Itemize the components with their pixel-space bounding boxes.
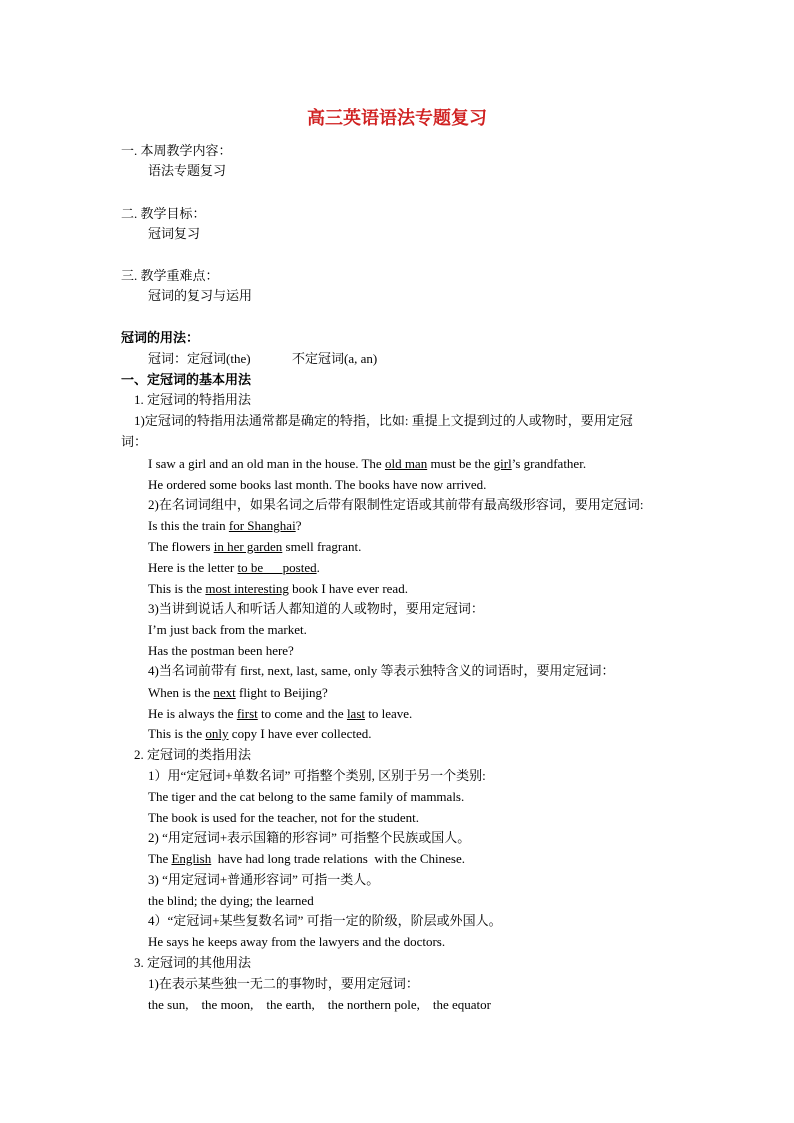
example-7: I’m just back from the market.: [148, 622, 307, 637]
part-1-heading: 一、定冠词的基本用法: [121, 372, 252, 387]
example-6: This is the most interesting book I have ever read.: [148, 581, 408, 596]
section-1-heading: 一. 本周教学内容：: [121, 143, 232, 158]
example-3: Is this the train for Shanghai?: [148, 518, 302, 533]
rule-3: 3)当讲到说话人和听话人都知道的人或物时，要用定冠词：: [148, 601, 484, 616]
rule-8: 4）“定冠词+某些复数名词” 可指一定的阶级，阶层或外国人。: [148, 913, 502, 928]
rule-5: 1）用“定冠词+单数名词” 可指整个类别, 区别于另一个类别:: [148, 768, 486, 783]
example-14: The English have had long trade relations with the Chinese.: [148, 851, 465, 866]
usage-heading: 冠词的用法：: [121, 330, 200, 345]
rule-4: 4)当名词前带有 first, next, last, same, only 等表示独特含义的词语时，要用定冠词：: [148, 663, 615, 678]
section-2-body: 冠词复习: [148, 226, 201, 241]
example-5: Here is the letter to be posted.: [148, 560, 320, 575]
example-13: The book is used for the teacher, not for the student.: [148, 810, 419, 825]
rule-9: 1)在表示某些独一无二的事物时，要用定冠词：: [148, 976, 419, 991]
subsection-1-heading: 1. 定冠词的特指用法: [134, 392, 252, 407]
example-15: the blind; the dying; the learned: [148, 893, 314, 908]
example-10: He is always the first to come and the last to leave.: [148, 706, 413, 721]
example-1: I saw a girl and an old man in the house. The old man must be the girl’s grandfather.: [148, 456, 587, 471]
example-2: He ordered some books last month. The books have now arrived.: [148, 477, 487, 492]
example-17: the sun, the moon, the earth, the northern pole, the equator: [148, 997, 491, 1012]
example-8: Has the postman been here?: [148, 643, 294, 658]
rule-7: 3) “用定冠词+普通形容词” 可指一类人。: [148, 872, 380, 887]
usage-definite: 冠词：定冠词(the): [148, 351, 251, 366]
rule-1-line-b: 词：: [121, 434, 148, 449]
rule-2: 2)在名词词组中，如果名词之后带有限制性定语或其前带有最高级形容词，要用定冠词:: [148, 497, 644, 512]
example-11: This is the only copy I have ever collected.: [148, 726, 372, 741]
example-12: The tiger and the cat belong to the same family of mammals.: [148, 789, 465, 804]
usage-indefinite: 不定冠词(a, an): [292, 351, 378, 366]
example-16: He says he keeps away from the lawyers and the doctors.: [148, 934, 446, 949]
section-2-heading: 二. 教学目标：: [121, 206, 206, 221]
rule-6: 2) “用定冠词+表示国籍的形容词” 可指整个民族或国人。: [148, 830, 471, 845]
rule-1-line-a: 1)定冠词的特指用法通常都是确定的特指，比如: 重提上文提到过的人或物时，要用定冠: [134, 413, 633, 428]
example-9: When is the next flight to Beijing?: [148, 685, 328, 700]
page-title: 高三英语语法专题复习: [307, 108, 487, 128]
section-3-heading: 三. 教学重难点：: [121, 268, 219, 283]
subsection-2-heading: 2. 定冠词的类指用法: [134, 747, 252, 762]
example-4: The flowers in her garden smell fragrant.: [148, 539, 362, 554]
subsection-3-heading: 3. 定冠词的其他用法: [134, 955, 252, 970]
section-1-body: 语法专题复习: [148, 163, 227, 178]
section-3-body: 冠词的复习与运用: [148, 288, 253, 303]
